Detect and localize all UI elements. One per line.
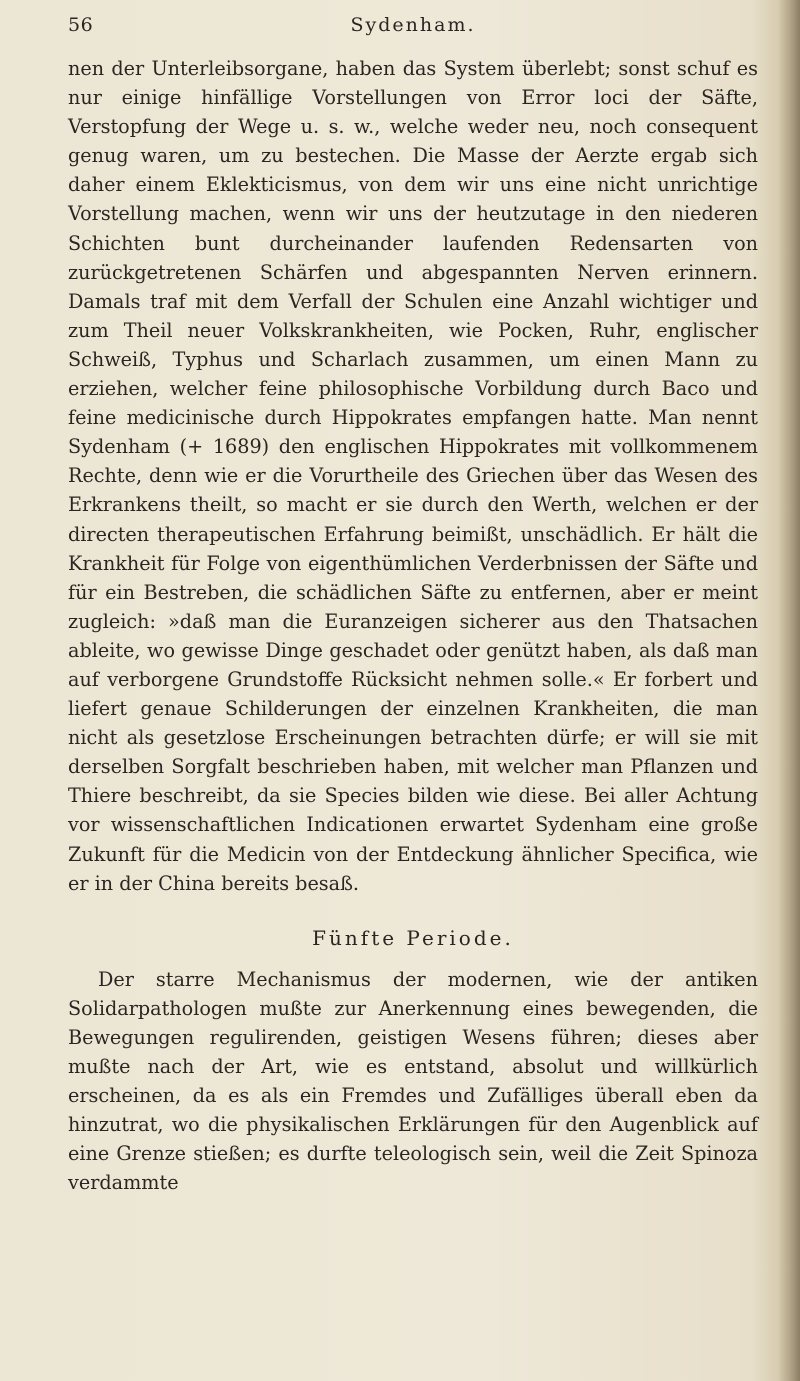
paragraph: Der starre Mechanismus der modernen, wie der antiken Solidarpathologen mußte zur Anerkennung eines bewegenden, die Bewegungen regulirenden, geistigen Wesens führen; dieses aber mußte nach der Art, wie es entstand, absolut und willkürlich erscheinen, da es als ein Fremdes und Zufälliges überall eben da hinzutrat, wo die physikalischen Erklärungen für den Augenblick auf eine Grenze stießen; es durfte teleologisch sein, weil die Zeit Spinoza verdammte [68,967,758,1195]
page-header [68,8,758,48]
running-title: Sydenham. [350,14,476,36]
page-number: 56 [68,14,94,36]
paragraph: nen der Unterleibsorgane, haben das System überlebt; sonst schuf es nur einige hinfällige Vorstellungen von Error loci der Säfte, Verstopfung der Wege u. s. w., welche weder neu, noch consequent genug waren, um zu bestechen. Die Masse der Aerzte ergab sich daher einem Eklekticismus, von dem wir uns eine nicht unrichtige Vorstellung machen, wenn wir uns der heutzutage in den niederen Schichten bunt durcheinander laufenden Redensarten von zurückgetretenen Schärfen und abgespannten Nerven erinnern. Damals traf mit dem Verfall der Schulen eine Anzahl wichtiger und zum Theil neuer Volkskrankheiten, wie Pocken, Ruhr, englischer Schweiß, Typhus und Scharlach zusammen, um einen Mann zu erziehen, welcher feine philosophische Vorbildung durch Baco und feine medicinische durch Hippokrates empfangen hatte. Man nennt Sydenham (+ 1689) den englischen Hippokrates mit vollkommenem Rechte, denn wie er die Vorurtheile des Griechen über das Wesen des Erkrankens theilt, so macht er sie durch den Werth, welchen er der directen therapeutischen Erfahrung beimißt, unschädlich. Er hält die Krankheit für Folge von eigenthümlichen Verderbnissen der Säfte und für ein Bestreben, die schädlichen Säfte zu entfernen, aber er meint zugleich: »daß man die Euranzeigen sicherer aus den Thatsachen ableite, wo gewisse Dinge geschadet oder genützt haben, als daß man auf verborgene Grundstoffe Rücksicht nehmen solle.« Er forbert und liefert genaue Schilderungen der einzelnen Krankheiten, die man nicht als gesetzlose Erscheinungen betrachten dürfe; er will sie mit derselben Sorgfalt beschrieben haben, mit welcher man Pflanzen und Thiere beschreibt, da sie Species bilden wie diese. Bei aller Achtung vor wissenschaftlichen Indicationen erwartet Sydenham eine große Zukunft für die Medicin von der Entdeckung ähnlicher Specifica, wie er in der China bereits besaß. [68,57,758,895]
page-edge-shadow [778,0,800,1381]
body-text [68,54,758,1198]
section-heading: Fünfte Periode. [312,925,514,950]
